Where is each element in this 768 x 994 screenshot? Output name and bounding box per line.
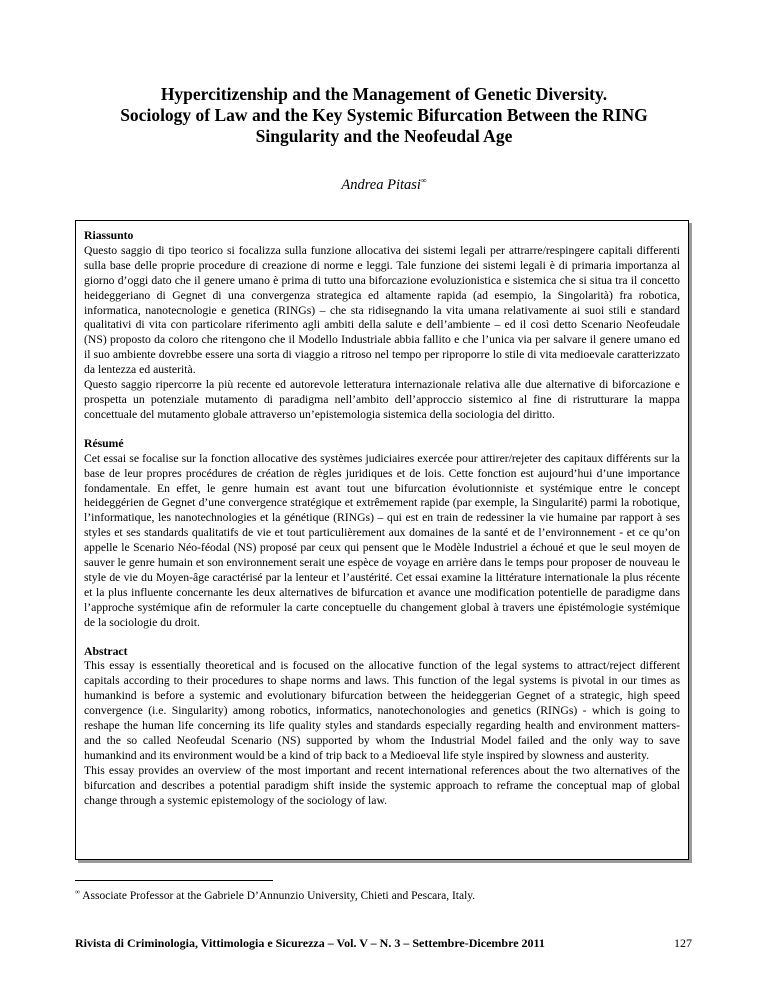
resume-paragraph-1: Cet essai se focalise sur la fonction allocative des systèmes judiciaires exercée pour attirer/rejeter des capitaux différents sur la base de leur propres procédures de création de règles juridiques et de lois. Cette fonction est aujourd’hui d’une importance fondamentale. En effet, le genre humain est avant tout une bifurcation évolutionniste et systémique entre le concept heideggérien de Gegnet d’une convergence stratégique et extrêmement rapide (par exemple, la Singularité) parmi la robotique, l’informatique, les nanotechnologies et la génétique (RINGs) – qui est en train de redessiner la vie humaine par rapport à ses styles et ses standards qualitatifs de vie et tout particulièrement aux domaines de la santé et de l’environnement - et ce qu’on appelle le Scenario Néo-féodal (NS) proposé par ceux qui pensent que le Modèle Industriel a échoué et que le seul moyen de sauver le genre humain et son environnement serait une espèce de voyage en arrière dans le temps pour proposer de nouveau le style de vie du Moyen-âge caractérisé par la lenteur et l’austérité. Cet essai examine la littérature internationale la plus récente et la plus influente concernante les deux alternatives de bifurcation et avance une modification potentielle de paradigme dans l’approche systémique afin de reformuler la carte conceptuelle du changement global à travers une épistémologie systémique de la sociologie du droit.: [84, 451, 680, 629]
footnote-mark: ∞: [75, 888, 80, 896]
abstract-box: [75, 220, 689, 860]
resume-heading: Résumé: [84, 436, 124, 450]
journal-footer: Rivista di Criminologia, Vittimologia e Sicurezza – Vol. V – N. 3 – Settembre-Dicembre 2011: [75, 936, 545, 950]
abstract-paragraph-2: This essay provides an overview of the most important and recent international references about the two alternatives of the bifurcation and describes a potential paradigm shift inside the systemic approach to reframe the conceptual map of global change through a systemic epistemology of the sociology of law.: [84, 763, 680, 807]
author-line: [0, 176, 768, 194]
footnote-divider: [75, 880, 273, 881]
footnote: [75, 888, 475, 902]
abstract-content: [84, 229, 680, 809]
paper-title: [60, 84, 708, 147]
riassunto-paragraph-2: Questo saggio ripercorre la più recente ed autorevole letteratura internazionale relativa alle due alternative di biforcazione e prospetta un potenziale mutamento di paradigma nell’ambito dell’approccio sistemico al fine di ristrutturare la mappa concettuale del mutamento globale attraverso un’epistemologia sistemica della sociologia del diritto.: [84, 378, 680, 421]
title-line-1: Hypercitizenship and the Management of Genetic Diversity.: [160, 84, 608, 104]
title-line-3: Singularity and the Neofeudal Age: [255, 126, 513, 146]
riassunto-heading: Riassunto: [84, 229, 134, 242]
title-line-2: Sociology of Law and the Key Systemic Bifurcation Between the RING: [120, 105, 648, 125]
riassunto-paragraph-1: Questo saggio di tipo teorico si focalizza sulla funzione allocativa dei sistemi legali per attrarre/respingere capitali differenti sulla base delle proprie procedure di creazione di norme e leggi. Tale funzione dei sistemi legali è di primaria importanza al giorno d’oggi dato che il genere umano è prima di tutto una biforcazione evoluzionistica e sistemica che si situa tra il concetto heideggeriano di Gegnet di una convergenza strategica ed altamente rapida (ad esempio, la Singolarità) fra robotica, informatica, nanotecnologie e genetica (RINGs) – che sta ridisegnando la vita umana relativamente ai suoi stili e standard qualitativi di vita con particolare riferimento agli ambiti della salute e dell’ambiente – ed il così detto Scenario Neofeudale (NS) proposto da coloro che ritengono che il Modello Industriale abbia fallito e che l’unica via per salvare il genere umano ed il suo ambiente dovrebbe essere una sorta di viaggio a ritroso nel tempo per riproporre lo stile di vita medioevale caratterizzato da lentezza ed austerità.: [84, 243, 680, 377]
abstract-heading: Abstract: [84, 644, 128, 658]
abstract-paragraph-1: This essay is essentially theoretical and is focused on the allocative function of the legal systems to attract/reject different capitals according to their procedures to shape norms and laws. This function of the legal systems is pivotal in our times as humankind is before a systemic and evolutionary bifurcation between the heideggerian Gegnet of a strategic, high speed convergence (i.e. Singularity) among robotics, informatics, nanotechonologies and genetics (RINGs) - which is going to reshape the human life concerning its life quality styles and standards especially regarding health and environment matters- and the so called Neofeudal Scenario (NS) supported by whom the Industrial Model failed and the only way to save humankind and its environment would be a kind of trip back to a Medioeval life style inspired by slowness and austerity.: [84, 659, 680, 762]
footnote-text: Associate Professor at the Gabriele D’Annunzio University, Chieti and Pescara, Italy.: [82, 889, 476, 902]
author-footnote-mark: ∞: [420, 176, 427, 185]
author-name: Andrea Pitasi: [341, 176, 421, 193]
page-number: 127: [674, 936, 692, 950]
